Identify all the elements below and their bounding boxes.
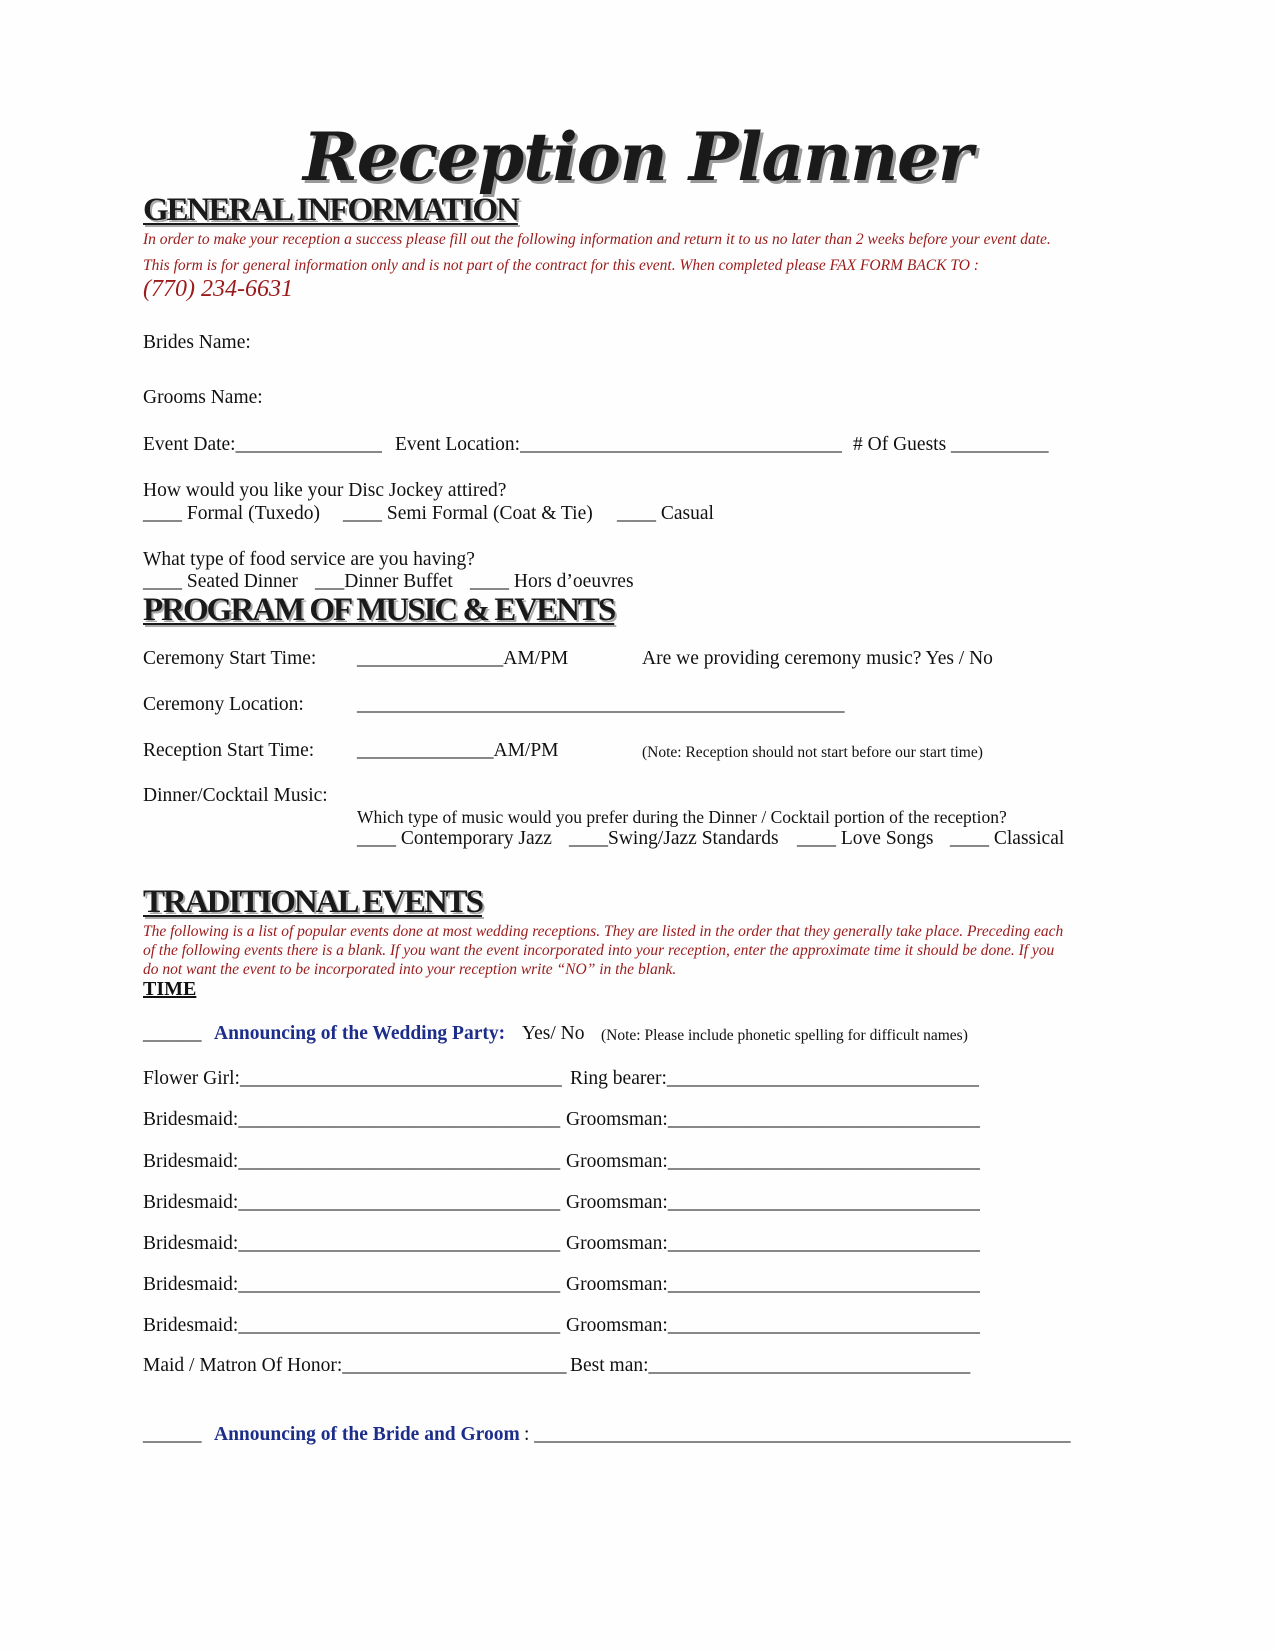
ceremony-location-label: Ceremony Location:	[143, 694, 304, 715]
bridesmaid-field[interactable]: Bridesmaid:_________________________________	[143, 1233, 561, 1254]
food-option-dinner-buffet[interactable]: ___Dinner Buffet	[315, 571, 453, 592]
reception-start-field[interactable]: ______________AM/PM	[357, 740, 559, 761]
bridesmaid-field[interactable]: Bridesmaid:_________________________________	[143, 1151, 561, 1172]
music-option-swing-jazz[interactable]: ____Swing/Jazz Standards	[569, 828, 779, 849]
bridesmaid-field[interactable]: Bridesmaid:_________________________________	[143, 1274, 561, 1295]
announce-party-time-blank[interactable]: ______	[143, 1023, 202, 1044]
guests-field[interactable]: # Of Guests __________	[853, 434, 1049, 455]
announce-party-yes-no[interactable]: Yes/ No	[522, 1023, 585, 1044]
music-option-love-songs[interactable]: ____ Love Songs	[797, 828, 934, 849]
announce-party-note: (Note: Please include phonetic spelling for difficult names)	[601, 1027, 968, 1044]
announce-bride-groom-label: Announcing of the Bride and Groom	[214, 1424, 520, 1445]
dj-option-semi-formal[interactable]: ____ Semi Formal (Coat & Tie)	[343, 503, 593, 524]
bridesmaid-field[interactable]: Bridesmaid:_________________________________	[143, 1109, 561, 1130]
groomsman-field[interactable]: Groomsman:________________________________	[566, 1315, 980, 1336]
ceremony-start-field[interactable]: _______________AM/PM	[357, 648, 569, 669]
bridesmaid-field[interactable]: Bridesmaid:_________________________________	[143, 1192, 561, 1213]
ring-bearer-field[interactable]: Ring bearer:________________________________	[570, 1068, 979, 1089]
best-man-field[interactable]: Best man:_________________________________	[570, 1355, 971, 1376]
food-service-question: What type of food service are you having?	[143, 549, 475, 570]
reception-start-note: (Note: Reception should not start before our start time)	[642, 744, 983, 761]
groomsman-field[interactable]: Groomsman:________________________________	[566, 1274, 980, 1295]
dj-attire-question: How would you like your Disc Jockey attired?	[143, 480, 507, 501]
ceremony-location-field[interactable]: __________________________________________________	[357, 694, 845, 715]
event-date-field[interactable]: Event Date:_______________	[143, 434, 382, 455]
bride-groom-time-blank[interactable]: ______	[143, 1424, 202, 1445]
groomsman-field[interactable]: Groomsman:________________________________	[566, 1192, 980, 1213]
dj-option-casual[interactable]: ____ Casual	[617, 503, 714, 524]
dinner-music-label: Dinner/Cocktail Music:	[143, 785, 328, 806]
ceremony-music-question[interactable]: Are we providing ceremony music? Yes / No	[642, 648, 993, 669]
reception-start-label: Reception Start Time:	[143, 740, 315, 761]
food-option-seated-dinner[interactable]: ____ Seated Dinner	[143, 571, 298, 592]
groomsman-field[interactable]: Groomsman:________________________________	[566, 1151, 980, 1172]
traditional-intro-text: The following is a list of popular events done at most wedding receptions. They are listed in the order that they generally take place. Preceding each of the following events there is a blank. If you want the event incorporated into your reception, enter the approximate time it should be done. If you do not want the event to be incorporated into your reception write “NO” in the blank.	[143, 923, 1064, 978]
fax-phone-number: (770) 234-6631	[143, 276, 293, 302]
general-intro-text: In order to make your reception a success please fill out the following information and return it to us no later than 2 weeks before your event date. This form is for general information only and is not part of the contract for this event. When completed please FAX FORM BACK TO :	[143, 231, 1051, 274]
grooms-name-field[interactable]: Grooms Name:	[143, 387, 263, 408]
maid-of-honor-field[interactable]: Maid / Matron Of Honor:_______________________	[143, 1355, 567, 1376]
program-heading: PROGRAM OF MUSIC & EVENTS	[143, 592, 615, 628]
brides-name-field[interactable]: Brides Name:	[143, 332, 251, 353]
food-option-hors-doeuvres[interactable]: ____ Hors d’oeuvres	[470, 571, 634, 592]
announce-bride-groom-field[interactable]: : _______________________________________________________	[524, 1424, 1071, 1445]
event-location-field[interactable]: Event Location:_________________________________	[395, 434, 842, 455]
groomsman-field[interactable]: Groomsman:________________________________	[566, 1233, 980, 1254]
bridesmaid-field[interactable]: Bridesmaid:_________________________________	[143, 1315, 561, 1336]
groomsman-field[interactable]: Groomsman:________________________________	[566, 1109, 980, 1130]
time-column-label: TIME	[143, 978, 197, 1000]
dj-option-formal[interactable]: ____ Formal (Tuxedo)	[143, 503, 320, 524]
dinner-music-question: Which type of music would you prefer during the Dinner / Cocktail portion of the reception?	[357, 807, 1007, 827]
traditional-events-heading: TRADITIONAL EVENTS	[143, 884, 483, 920]
flower-girl-field[interactable]: Flower Girl:_________________________________	[143, 1068, 562, 1089]
music-option-contemporary-jazz[interactable]: ____ Contemporary Jazz	[357, 828, 552, 849]
announce-wedding-party-label: Announcing of the Wedding Party:	[214, 1023, 506, 1044]
page-title: Reception Planner	[303, 118, 972, 196]
ceremony-start-label: Ceremony Start Time:	[143, 648, 317, 669]
general-information-heading: GENERAL INFORMATION	[143, 192, 518, 228]
music-option-classical[interactable]: ____ Classical	[950, 828, 1065, 849]
